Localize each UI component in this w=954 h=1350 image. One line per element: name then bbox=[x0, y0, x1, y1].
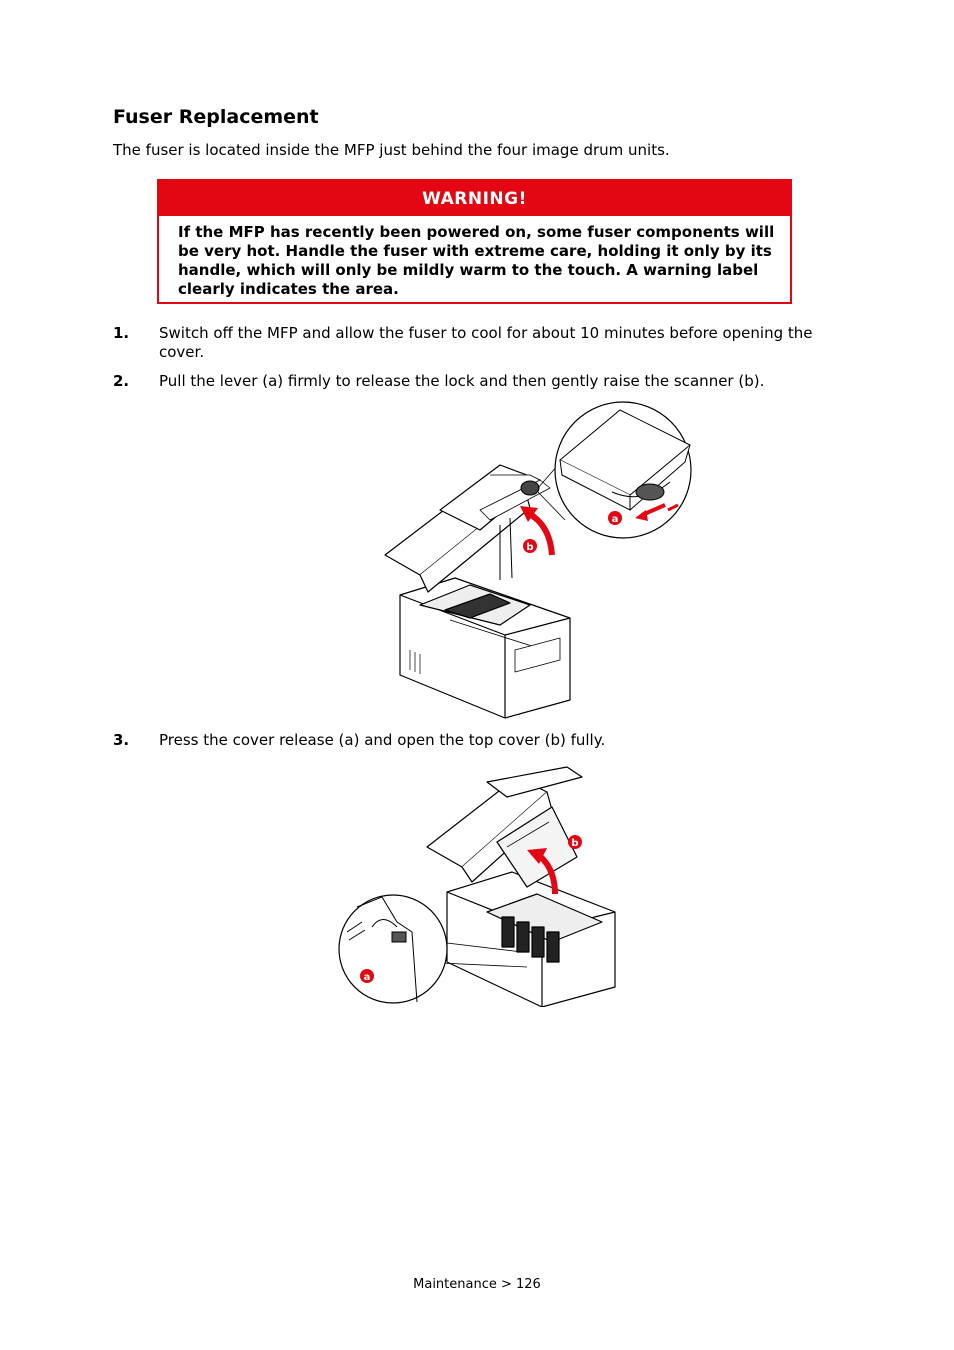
warning-title: WARNING! bbox=[159, 181, 790, 216]
step-1 bbox=[113, 324, 843, 362]
figure-raise-scanner bbox=[380, 400, 695, 720]
label-b: b bbox=[526, 542, 534, 553]
label-a: a bbox=[611, 514, 619, 525]
step-number: 1. bbox=[113, 324, 130, 342]
label-b: b bbox=[571, 838, 579, 849]
page-title: Fuser Replacement bbox=[113, 106, 319, 128]
step-text: Pull the lever (a) firmly to release the lock and then gently raise the scanner (b). bbox=[159, 372, 765, 390]
step-text: Press the cover release (a) and open the top cover (b) fully. bbox=[159, 731, 606, 749]
step-3 bbox=[113, 731, 843, 750]
step-text: Switch off the MFP and allow the fuser to cool for about 10 minutes before opening the cover. bbox=[159, 324, 813, 361]
step-number: 3. bbox=[113, 731, 130, 749]
figure-open-top-cover bbox=[337, 762, 622, 1007]
warning-text: If the MFP has recently been powered on, some fuser components will be very hot. Handle the fuser with extreme care, holding it only by its handle, which will only be mildly warm to the touch. A warning label clearly indicates the area. bbox=[178, 223, 775, 298]
step-2 bbox=[113, 372, 843, 391]
step-number: 2. bbox=[113, 372, 130, 390]
intro-paragraph: The fuser is located inside the MFP just behind the four image drum units. bbox=[113, 141, 670, 159]
label-a: a bbox=[363, 972, 371, 983]
warning-box bbox=[157, 179, 792, 304]
page-footer: Maintenance > 126 bbox=[413, 1277, 541, 1292]
